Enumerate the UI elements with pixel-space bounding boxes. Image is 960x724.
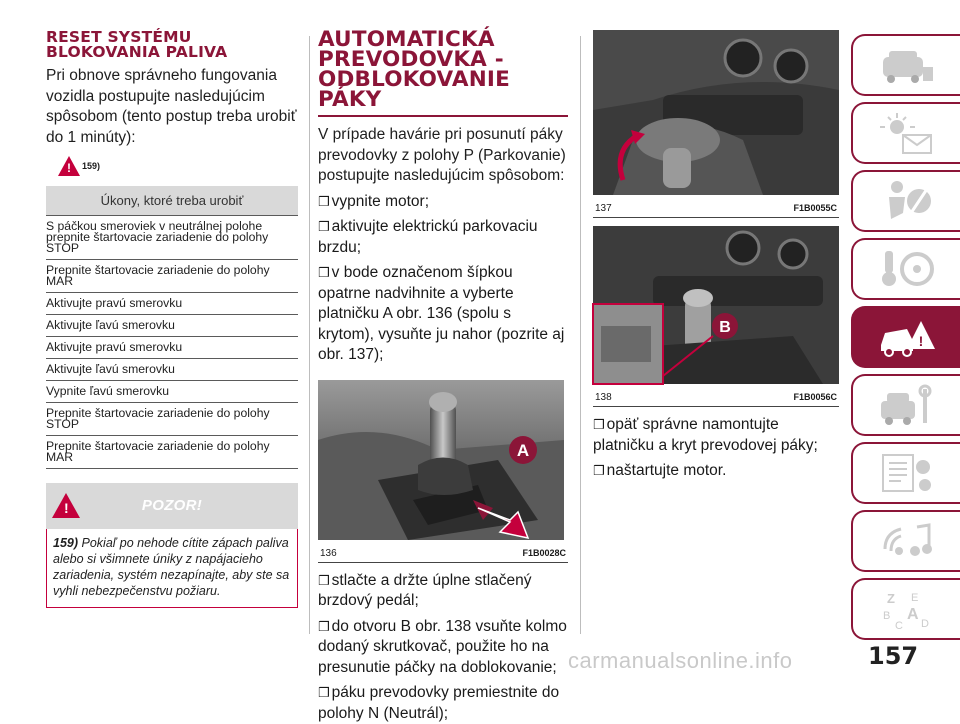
warning-triangle-icon: ! — [58, 156, 80, 176]
section-heading-reset: RESET SYSTÉMU BLOKOVANIA PALIVA — [46, 28, 228, 62]
column-divider — [580, 36, 581, 634]
console-photo-2 — [593, 226, 839, 384]
warning-reference — [58, 156, 298, 184]
figure-number: 136 — [320, 547, 337, 559]
tab-technical-data[interactable] — [851, 442, 960, 504]
column-divider — [309, 36, 310, 634]
figure-number: 138 — [595, 392, 612, 403]
middle-column — [318, 27, 568, 724]
label-a: A — [516, 440, 530, 460]
caution-box-body — [46, 529, 298, 608]
figure-code: F1B0055C — [793, 203, 837, 213]
table-row: S páčkou smeroviek v neutrálnej polohe prepnite štartovacie zariadenie do polohy STOP — [46, 215, 298, 260]
console-photo-1 — [593, 30, 839, 195]
tab-index[interactable] — [851, 578, 960, 640]
step-item: ❒ páku prevodovky premiestnite do polohy N (Neutrál); — [318, 684, 560, 722]
table-row: Prepnite štartovacie zariadenie do polohy STOP — [46, 403, 298, 436]
caution-ref: 159) — [53, 536, 79, 551]
right-column — [593, 0, 839, 482]
tab-emergency[interactable] — [851, 306, 960, 368]
table-row: Aktivujte pravú smerovku — [46, 337, 298, 359]
chapter-tabs — [851, 34, 960, 646]
tab-car-dashboard[interactable] — [851, 34, 960, 96]
table-row: Vypnite ľavú smerovku — [46, 381, 298, 403]
car-maintenance-icon — [877, 383, 937, 427]
steps-table — [46, 215, 298, 469]
svg-text:B: B — [882, 610, 890, 622]
airbag-safety-icon — [877, 179, 937, 223]
warning-ref-number: 159) — [82, 161, 101, 172]
tab-airbag-safety[interactable] — [851, 170, 960, 232]
caution-box-header — [46, 483, 298, 529]
label-b: B — [719, 319, 731, 336]
left-column — [46, 30, 298, 608]
page-number: 157 — [868, 642, 919, 670]
step-item: ❒ stlačte a držte úplne stlačený brzdový pedál; — [318, 571, 532, 609]
table-row: Prepnite štartovacie zariadenie do polohy MAR — [46, 436, 298, 469]
key-steering-wheel-icon — [877, 247, 937, 291]
transmission-intro: V prípade havárie pri posunutí páky prevodovky z polohy P (Parkovanie) postupujte nasledujúcim spôsobom: — [318, 126, 566, 184]
svg-text:A: A — [906, 606, 919, 623]
figure-code: F1B0028C — [522, 547, 566, 558]
figure-caption — [593, 389, 839, 406]
tab-multimedia[interactable] — [851, 510, 960, 572]
figure-137 — [593, 30, 839, 218]
step-item: ❒ aktivujte elektrickú parkovaciu brzdu; — [318, 218, 538, 256]
table-row: Aktivujte pravú smerovku — [46, 293, 298, 315]
caution-title: POZOR! — [141, 497, 203, 515]
step-item: ❒ v bode označenom šípkou opatrne nadvihnite a vyberte platničku A obr. 136 (spolu s krytom), vysuňte ju nahor (pozrite aj obr. 137); — [318, 264, 565, 363]
step-item: ❒ vypnite motor; — [318, 192, 430, 210]
svg-text:E: E — [910, 592, 918, 604]
reset-intro: Pri obnove správneho fungovania vozidla postupujte nasledujúcim spôsobom (tento postup treba urobiť do 1 minúty): — [46, 67, 297, 146]
table-row: Prepnite štartovacie zariadenie do polohy MAR — [46, 260, 298, 293]
table-header: Úkony, ktoré treba urobiť — [46, 186, 298, 215]
section-heading-transmission: AUTOMATICKÁ PREVODOVKA - ODBLOKOVANIE PÁKY — [318, 30, 568, 117]
warning-triangle-icon: ! — [52, 493, 80, 518]
step-item: ❒ opäť správne namontujte platničku a kryt prevodovej páky; — [593, 416, 818, 454]
car-dashboard-icon — [877, 43, 937, 87]
caution-text: Pokiaľ po nehode cítite zápach paliva alebo si všimnete úniky z napájacieho zariadenia, systém nezapínajte, aby ste sa vyhli nebezpečenstvu požiaru. — [53, 536, 290, 599]
svg-text:!: ! — [918, 333, 923, 349]
figure-caption — [318, 545, 568, 562]
figure-number: 137 — [595, 203, 612, 214]
tab-warning-lights[interactable] — [851, 102, 960, 164]
tab-key-steering[interactable] — [851, 238, 960, 300]
svg-text:Z: Z — [886, 591, 895, 606]
table-row: Aktivujte ľavú smerovku — [46, 315, 298, 337]
step-item: ❒ do otvoru B obr. 138 vsuňte kolmo dodaný skrutkovač, použite ho na presunutie páčky na doblokovanie; — [318, 617, 567, 676]
gear-lever-photo — [318, 380, 564, 540]
warning-lights-icon — [877, 111, 937, 155]
figure-138 — [593, 226, 839, 407]
svg-text:C: C — [894, 620, 903, 632]
step-item: ❒ naštartujte motor. — [593, 462, 727, 479]
watermark: carmanualsonline.info — [568, 648, 793, 673]
svg-text:D: D — [920, 618, 929, 630]
figure-caption — [593, 200, 839, 217]
tab-car-maintenance[interactable] — [851, 374, 960, 436]
index-icon — [877, 587, 937, 631]
technical-data-icon — [877, 451, 937, 495]
figure-code: F1B0056C — [793, 392, 837, 402]
table-row: Aktivujte ľavú smerovku — [46, 359, 298, 381]
multimedia-icon — [877, 519, 937, 563]
figure-136 — [318, 380, 568, 563]
emergency-car-icon — [877, 315, 937, 359]
